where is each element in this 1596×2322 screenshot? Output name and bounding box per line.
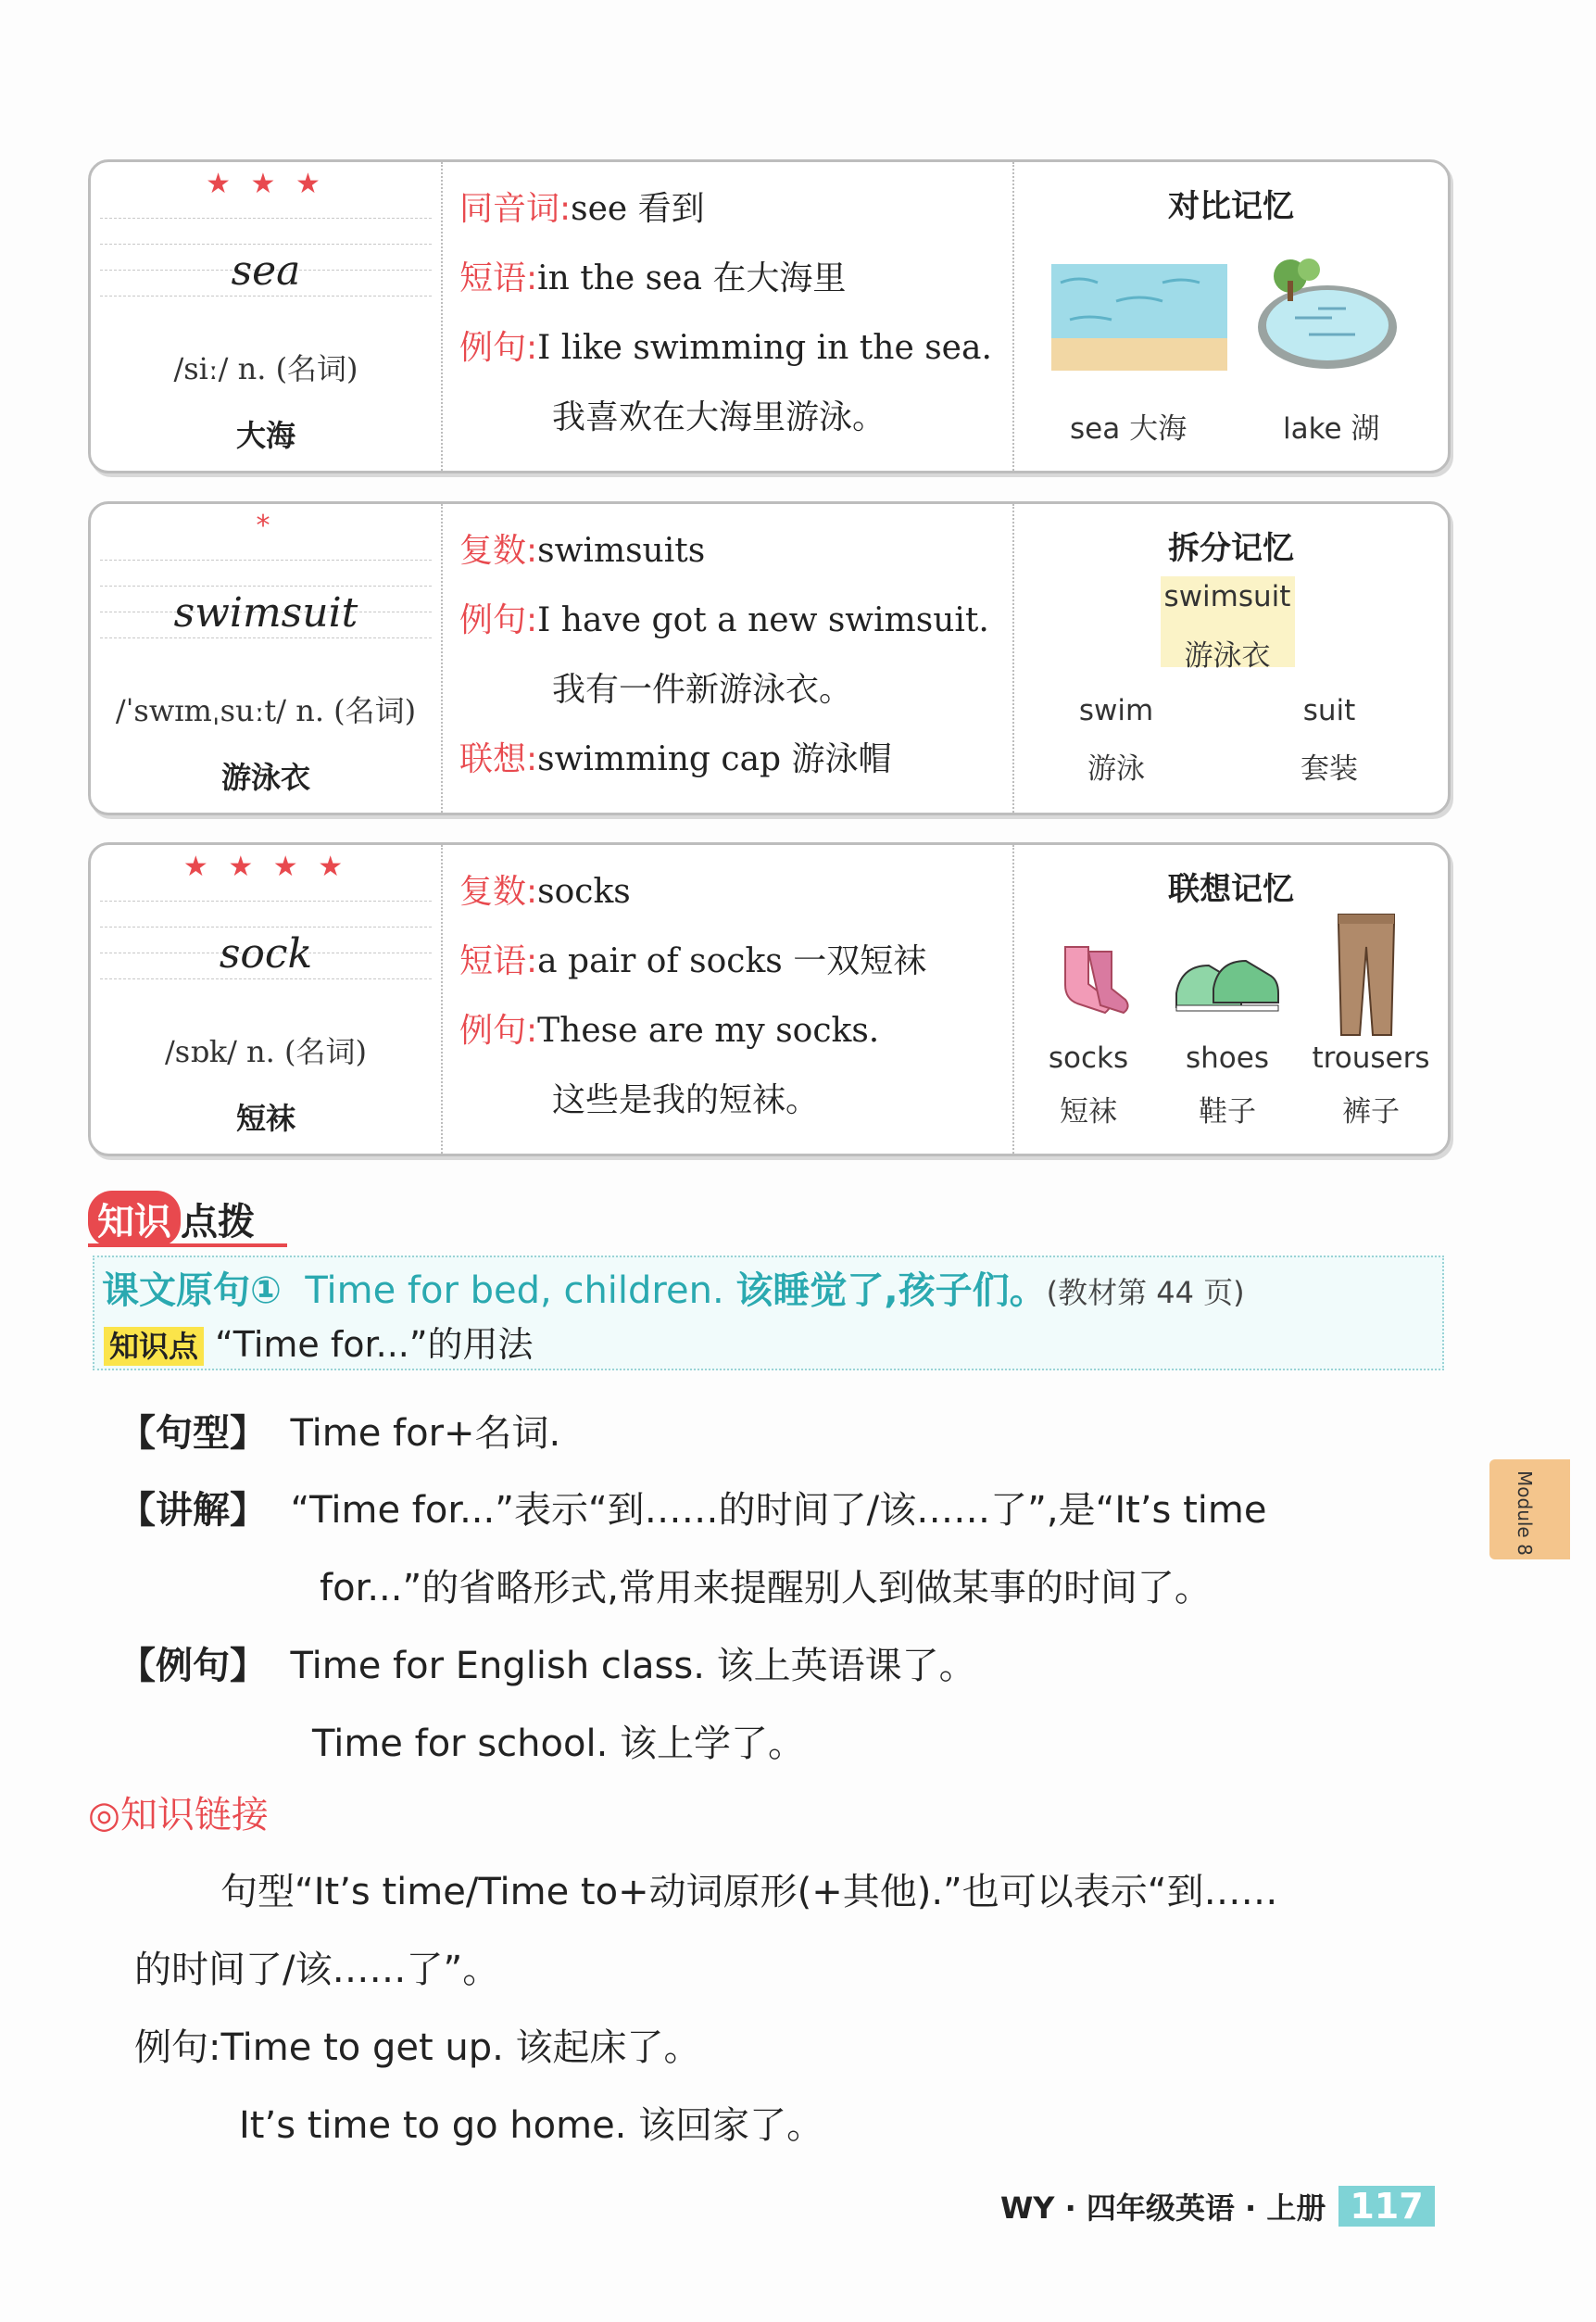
link-example: 例句:Time to get up. 该起床了。 [134,2026,701,2069]
memory-column [1014,162,1448,471]
memory-label: 裤子 [1342,1095,1400,1129]
memory-title: 拆分记忆 [1168,530,1294,567]
usage-row: 复数:socks [459,873,631,911]
phonetic: /sɒk/ n. (名词) [165,1034,367,1069]
section-badge: 知识 [88,1191,181,1247]
chinese-meaning: 大海 [235,418,295,453]
memory-label: lake 湖 [1283,412,1380,446]
sea-illustration [1051,264,1227,371]
usage-row: 我喜欢在大海里游泳。 [552,398,886,436]
usage-row: 短语:a pair of socks 一双短袜 [459,942,927,980]
link-text: 句型“It’s time/Time to+动词原形(+其他).”也可以表示“到…… [220,1871,1278,1913]
usage-row: 同音词:see 看到 [459,190,705,228]
memory-label: swimsuit [1163,580,1291,613]
vocab-card-sea [88,159,1451,473]
memory-label: suit [1302,694,1356,727]
vocab-card-sock [88,842,1451,1156]
example-line-2: Time for school. 该上学了。 [312,1723,805,1765]
usage-row: 例句:These are my socks. [459,1012,880,1050]
trousers-icon [1334,910,1399,1040]
word-column [91,845,443,1154]
stars-rating: ★ ★ ★ ★ [182,851,349,883]
title-underline [88,1243,287,1247]
memory-label: 短袜 [1060,1095,1117,1129]
vocab-word: sea [231,247,301,295]
usage-column [443,845,1014,1154]
knowledge-point: 知识点 “Time for...”的用法 [104,1316,534,1367]
knowledge-link-title: ◎知识链接 [88,1794,269,1836]
memory-title: 对比记忆 [1168,188,1294,225]
key-sentence-box [93,1256,1444,1370]
vocab-word: swimsuit [173,589,358,637]
chinese-meaning: 短袜 [235,1101,295,1136]
usage-row: 我有一件新游泳衣。 [552,671,853,709]
usage-column [443,162,1014,471]
usage-row: 联想:swimming cap 游泳帽 [459,740,892,778]
usage-row: 短语:in the sea 在大海里 [459,259,847,297]
memory-label: socks [1048,1041,1129,1075]
memory-column [1014,504,1448,813]
key-sentence: 课文原句① Time for bed, children. 该睡觉了,孩子们。(教材第 44 页) [102,1269,1245,1312]
explain-line: 【讲解】 “Time for...”表示“到……的时间了/该……了”,是“It’s time [119,1489,1267,1532]
pattern-line: 【句型】 Time for+名词. [119,1412,561,1455]
memory-label: 套装 [1301,752,1358,786]
stars-rating: ★ ★ ★ [206,168,326,200]
memory-label: 鞋子 [1199,1095,1256,1129]
word-column [91,162,443,471]
section-title: 知识 点拨 [88,1191,255,1247]
vocab-word: sock [219,930,313,978]
phonetic: /ˈswɪmˌsuːt/ n. (名词) [115,693,417,728]
chinese-meaning: 游泳衣 [220,760,310,795]
memory-label: 游泳 [1087,752,1145,786]
memory-column [1014,845,1448,1154]
page-number: 117 [1338,2186,1434,2227]
phonetic: /siː/ n. (名词) [173,351,358,386]
memory-label: sea 大海 [1070,412,1188,446]
lake-illustration [1253,253,1401,378]
module-tab: Module 8 [1489,1459,1570,1559]
socks-icon [1051,942,1135,1026]
memory-label: swim [1078,694,1154,727]
memory-label: 游泳衣 [1184,639,1271,673]
usage-row: 例句:I have got a new swimsuit. [459,601,989,639]
word-column [91,504,443,813]
memory-label: shoes [1186,1041,1269,1075]
link-example-2: It’s time to go home. 该回家了。 [239,2104,824,2147]
usage-row: 这些是我的短袜。 [552,1081,820,1119]
page-footer: WY · 四年级英语 · 上册 117 [1000,2185,1435,2227]
stars-rating: * [256,510,276,542]
usage-row: 复数:swimsuits [459,532,706,570]
vocab-card-swimsuit [88,501,1451,815]
memory-label: trousers [1312,1041,1430,1075]
link-text-2: 的时间了/该……了”。 [134,1949,500,1991]
usage-row: 例句:I like swimming in the sea. [459,329,992,367]
memory-title: 联想记忆 [1168,871,1294,908]
explain-line-2: for...”的省略形式,常用来提醒别人到做某事的时间了。 [320,1567,1212,1609]
shoes-icon [1172,952,1288,1021]
usage-column [443,504,1014,813]
example-line: 【例句】 Time for English class. 该上英语课了。 [119,1645,976,1687]
